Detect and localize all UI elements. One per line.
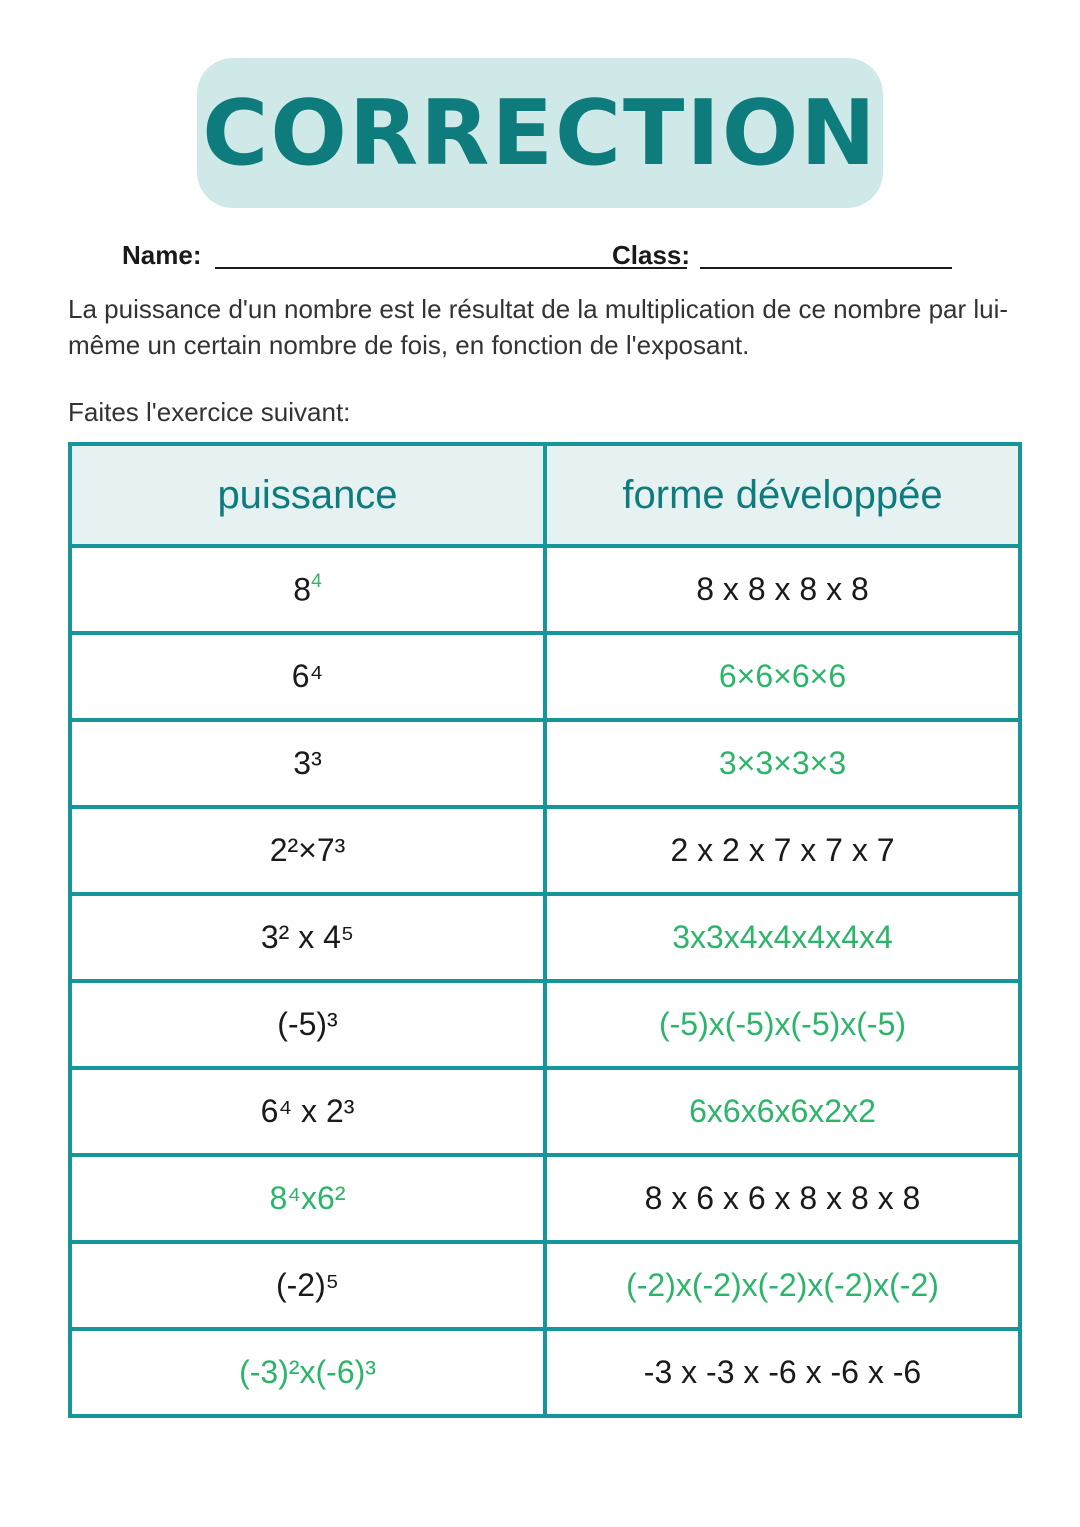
header-forme-developpee: forme développée [545, 444, 1020, 546]
table-row [70, 720, 1020, 807]
expanded-cell: 6x6x6x6x2x2 [545, 1068, 1020, 1155]
table-row [70, 981, 1020, 1068]
class-field[interactable] [700, 267, 952, 269]
power-cell: (-5)³ [70, 981, 545, 1068]
table-row [70, 1068, 1020, 1155]
power-cell: (-3)²x(-6)³ [70, 1329, 545, 1416]
expanded-cell: (-2)x(-2)x(-2)x(-2)x(-2) [545, 1242, 1020, 1329]
exercise-table [68, 442, 1022, 1418]
power-cell: (-2)⁵ [70, 1242, 545, 1329]
expanded-cell: 3x3x4x4x4x4x4 [545, 894, 1020, 981]
table-row [70, 633, 1020, 720]
title-banner [197, 58, 883, 208]
expanded-cell: 8 x 8 x 8 x 8 [545, 546, 1020, 633]
table-header-row [70, 444, 1020, 546]
table-row [70, 807, 1020, 894]
power-cell: 3² x 4⁵ [70, 894, 545, 981]
power-cell [70, 546, 545, 633]
power-base: 8 [293, 571, 312, 608]
table-row [70, 894, 1020, 981]
table-row [70, 546, 1020, 633]
expanded-cell: (-5)x(-5)x(-5)x(-5) [545, 981, 1020, 1068]
table-row [70, 1329, 1020, 1416]
intro-paragraph: La puissance d'un nombre est le résultat de la multiplication de ce nombre par lui-même un certain nombre de fois, en fonction de l'exposant. [68, 294, 1009, 360]
expanded-cell: 3×3×3×3 [545, 720, 1020, 807]
expanded-cell: -3 x -3 x -6 x -6 x -6 [545, 1329, 1020, 1416]
page-title: CORRECTION [202, 80, 878, 186]
power-cell: 2²×7³ [70, 807, 545, 894]
class-label: Class: [612, 240, 691, 270]
table-row [70, 1155, 1020, 1242]
power-exponent: 4 [311, 570, 322, 592]
header-puissance: puissance [70, 444, 545, 546]
instruction-text: Faites l'exercice suivant: [68, 397, 351, 427]
expanded-cell: 6×6×6×6 [545, 633, 1020, 720]
student-info-row [122, 240, 962, 276]
power-cell: 8⁴x6² [70, 1155, 545, 1242]
name-label: Name: [122, 240, 202, 270]
table-row [70, 1242, 1020, 1329]
expanded-cell: 8 x 6 x 6 x 8 x 8 x 8 [545, 1155, 1020, 1242]
power-cell: 6⁴ [70, 633, 545, 720]
power-cell: 3³ [70, 720, 545, 807]
power-cell: 6⁴ x 2³ [70, 1068, 545, 1155]
expanded-cell: 2 x 2 x 7 x 7 x 7 [545, 807, 1020, 894]
